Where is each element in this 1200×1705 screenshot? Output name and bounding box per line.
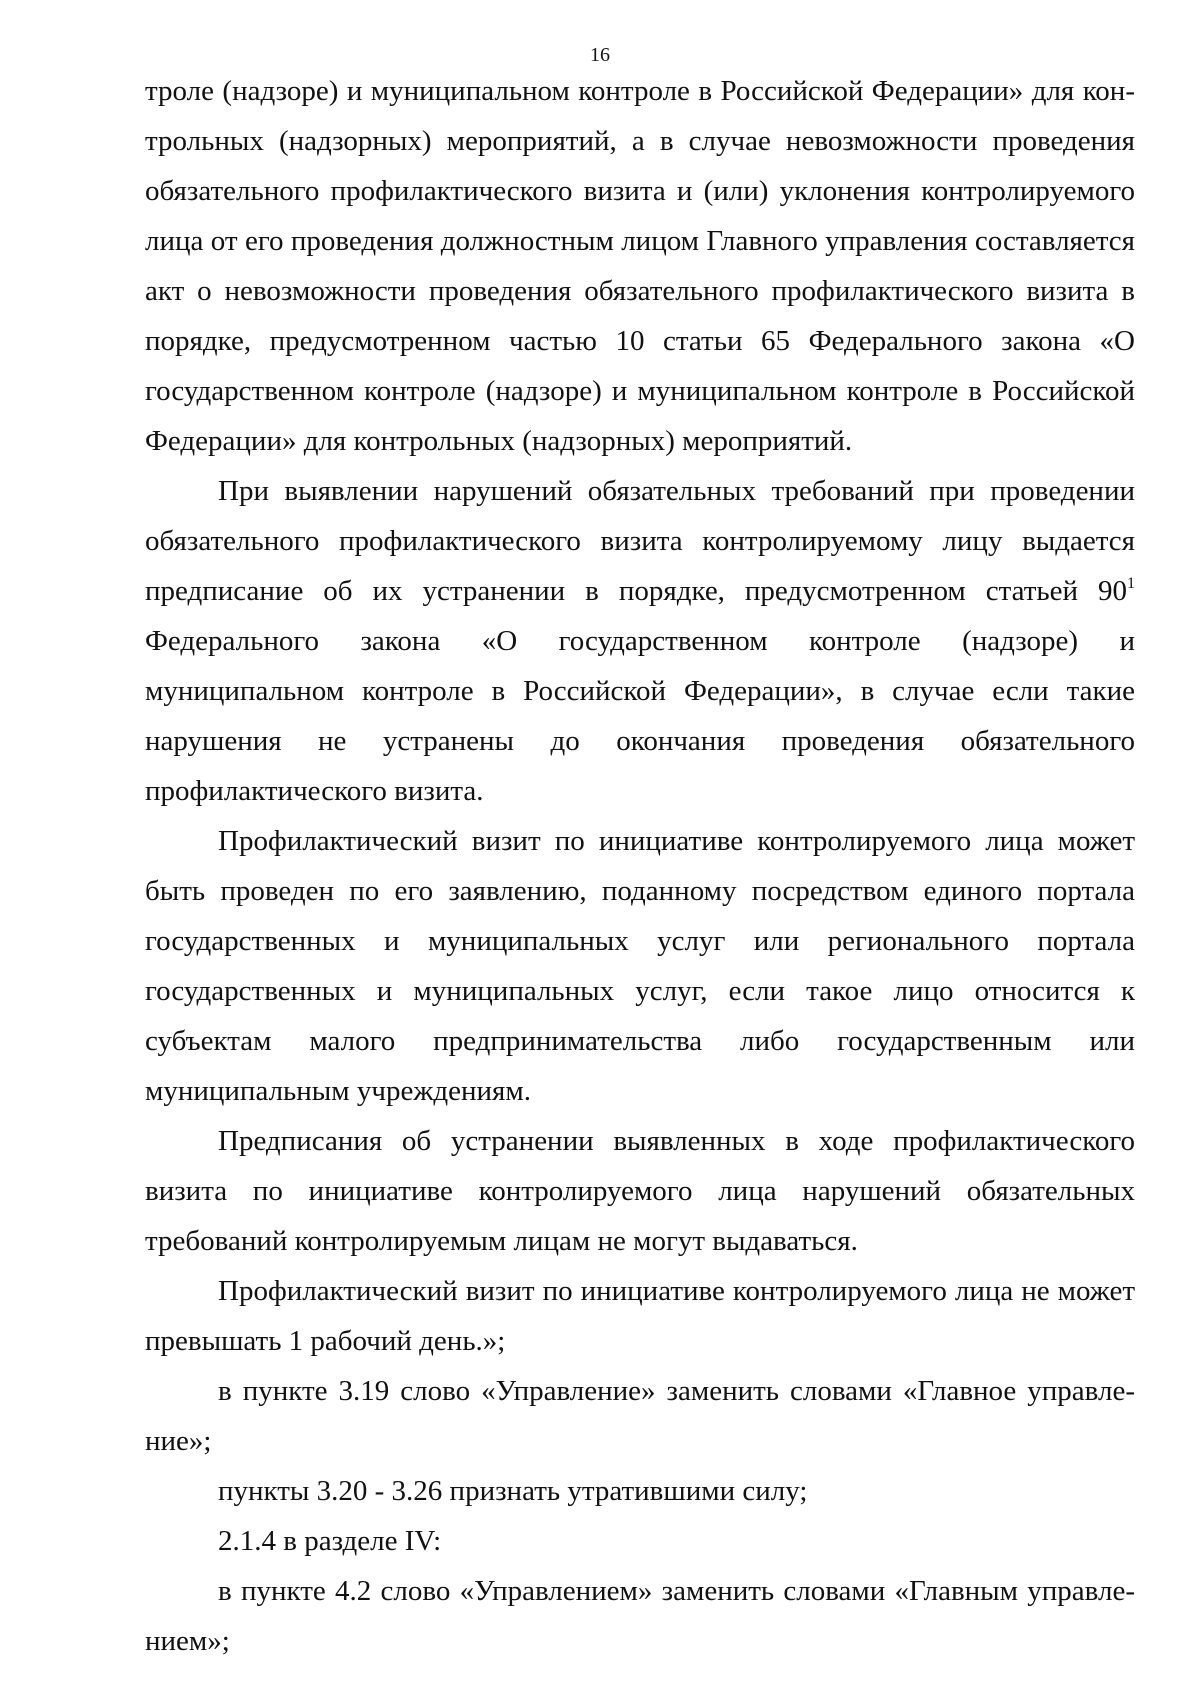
paragraph-item-4-2: в пункте 4.2 слово «Управлением» заменить словами «Главным управлением»;	[145, 1575, 1135, 1657]
page-number: 16	[590, 44, 610, 66]
paragraph-items-3-20-3-26: пункты 3.20 - 3.26 признать утратившими силу;	[218, 1475, 808, 1507]
paragraph-section-iv: 2.1.4 в разделе IV:	[218, 1525, 442, 1557]
document-body	[145, 66, 1135, 1666]
paragraph-text-after-superscript: Федерального закона «О государственном контроле (надзоре) и муниципальном контроле в Российской Федерации», в случае если такие нарушения не устранены до окончания проведения обязательного профилактического визита.	[145, 625, 1135, 807]
paragraph-visit-duration: Профилактический визит по инициативе контролируемого лица не может превышать 1 рабочий день.»;	[145, 1275, 1135, 1357]
paragraph-continuation: троле (надзоре) и муниципальном контроле в Российской Федерации» для контрольных (надзорных) мероприятий, а в случае невозможности проведения обязательного профилактического визита и (или) уклонения контролируемого лица от его проведения должностным лицом Главного управления составляется акт о невозможности проведения обязательного профилактического визита в порядке, предусмотренном частью 10 статьи 65 Федерального закона «О государственном контроле (надзоре) и муниципальном контроле в Российской Федерации» для контрольных (надзорных) мероприятий.	[145, 75, 1135, 457]
paragraph-initiative-visit: Профилактический визит по инициативе контролируемого лица может быть проведен по его заявлению, поданному посредством единого портала государственных и муниципальных услуг или регионального портала государственных и муниципальных услуг, если такое лицо относится к субъектам малого предпринимательства либо государственным или муниципальным учреждениям.	[145, 825, 1135, 1107]
paragraph-violations-prescription	[145, 466, 1135, 816]
paragraph-prescriptions-not-issued: Предписания об устранении выявленных в ходе профилактического визита по инициативе контролируемого лица нарушений обязательных требований контролируемым лицам не могут выдаваться.	[145, 1125, 1135, 1257]
article-superscript: 1	[1127, 575, 1135, 592]
paragraph-item-3-19: в пункте 3.19 слово «Управление» заменить словами «Главное управление»;	[145, 1375, 1135, 1457]
paragraph-text-before-superscript: При выявлении нарушений обязательных требований при проведении обязательного профилактического визита контролируемому лицу выдается предписание об их устранении в порядке, предусмотренном статьей 90	[145, 475, 1135, 607]
